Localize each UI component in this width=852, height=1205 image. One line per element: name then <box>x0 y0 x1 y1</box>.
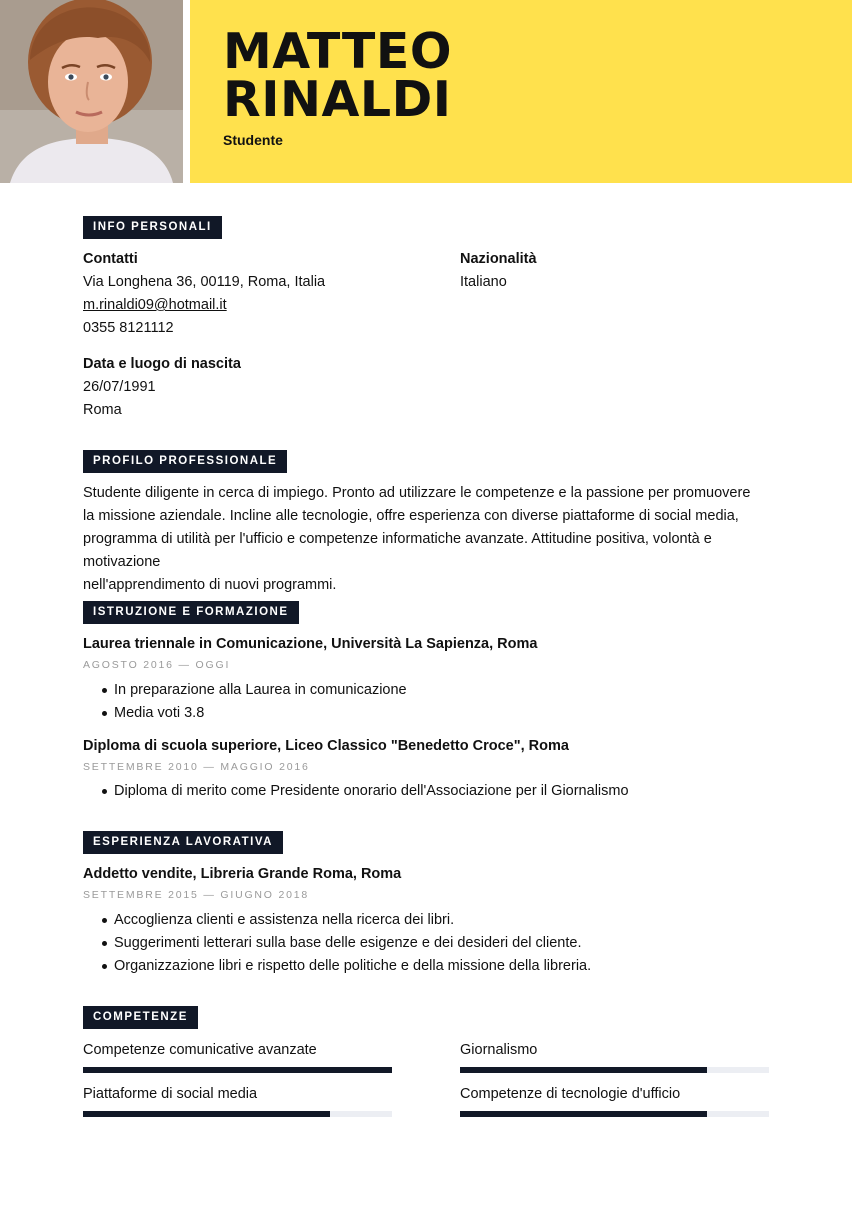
address-text: Via Longhena 36, 00119, Roma, Italia <box>83 274 326 290</box>
skill-bar <box>460 1067 769 1073</box>
profile-line: la missione aziendale. Incline alle tecnologie, offre esperienza con diverse piattaforme di social media, <box>83 508 739 524</box>
education-title: Diploma di scuola superiore, Liceo Classico "Benedetto Croce", Roma <box>83 738 569 754</box>
skill-label: Competenze comunicative avanzate <box>83 1042 317 1058</box>
first-name: MATTEO <box>223 23 452 80</box>
profile-line: programma di utilità per l'ufficio e competenze informatiche avanzate. Attitudine positiva, volontà e motivazione <box>83 531 712 570</box>
profile-line: nell'apprendimento di nuovi programmi. <box>83 577 337 593</box>
list-item: Organizzazione libri e rispetto delle politiche e della missione della libreria. <box>83 955 591 978</box>
birth-place: Roma <box>83 402 122 418</box>
email-link[interactable]: m.rinaldi09@hotmail.it <box>83 297 227 313</box>
skill-bar <box>83 1067 392 1073</box>
skill-bar-fill <box>460 1067 707 1073</box>
education-bullets <box>83 679 407 725</box>
section-label-personal-info: INFO PERSONALI <box>83 216 222 239</box>
person-name <box>223 23 452 128</box>
birth-date: 26/07/1991 <box>83 379 156 395</box>
phone-text: 0355 8121112 <box>83 320 174 336</box>
nationality-label: Nazionalità <box>460 251 537 267</box>
job-title: Studente <box>223 132 283 148</box>
skill-bar-fill <box>83 1111 330 1117</box>
profile-line: Studente diligente in cerca di impiego. Pronto ad utilizzare le competenze e la passione per promuovere <box>83 485 751 501</box>
skill-item <box>460 1040 769 1073</box>
skill-bar-fill <box>83 1067 392 1073</box>
skill-bar <box>83 1111 392 1117</box>
contacts-label: Contatti <box>83 251 138 267</box>
skill-bar-fill <box>460 1111 707 1117</box>
skill-label: Piattaforme di social media <box>83 1086 258 1102</box>
profile-photo <box>0 0 183 183</box>
section-label-experience: ESPERIENZA LAVORATIVA <box>83 831 283 854</box>
nationality-value: Italiano <box>460 274 507 290</box>
skill-label: Giornalismo <box>460 1042 538 1058</box>
birth-label: Data e luogo di nascita <box>83 356 241 372</box>
profile-paragraph <box>83 482 773 597</box>
list-item: Accoglienza clienti e assistenza nella ricerca dei libri. <box>83 909 591 932</box>
education-dates: SETTEMBRE 2010 — MAGGIO 2016 <box>83 761 310 773</box>
experience-bullets <box>83 909 591 978</box>
skill-item <box>83 1040 392 1073</box>
experience-title: Addetto vendite, Libreria Grande Roma, Roma <box>83 866 402 882</box>
education-dates: AGOSTO 2016 — OGGI <box>83 659 231 671</box>
skill-label: Competenze di tecnologie d'ufficio <box>460 1086 681 1102</box>
skill-bar <box>460 1111 769 1117</box>
section-label-education: ISTRUZIONE E FORMAZIONE <box>83 601 299 624</box>
skill-item <box>83 1084 392 1117</box>
list-item: In preparazione alla Laurea in comunicazione <box>83 679 407 702</box>
header-band <box>190 0 852 183</box>
education-title: Laurea triennale in Comunicazione, Università La Sapienza, Roma <box>83 636 538 652</box>
list-item: Diploma di merito come Presidente onorario dell'Associazione per il Giornalismo <box>83 780 629 803</box>
section-label-skills: COMPETENZE <box>83 1006 198 1029</box>
section-label-profile: PROFILO PROFESSIONALE <box>83 450 287 473</box>
education-bullets <box>83 780 629 803</box>
last-name: RINALDI <box>223 71 452 128</box>
list-item: Suggerimenti letterari sulla base delle esigenze e dei desideri del cliente. <box>83 932 591 955</box>
skill-item <box>460 1084 769 1117</box>
experience-dates: SETTEMBRE 2015 — GIUGNO 2018 <box>83 889 310 901</box>
list-item: Media voti 3.8 <box>83 702 407 725</box>
